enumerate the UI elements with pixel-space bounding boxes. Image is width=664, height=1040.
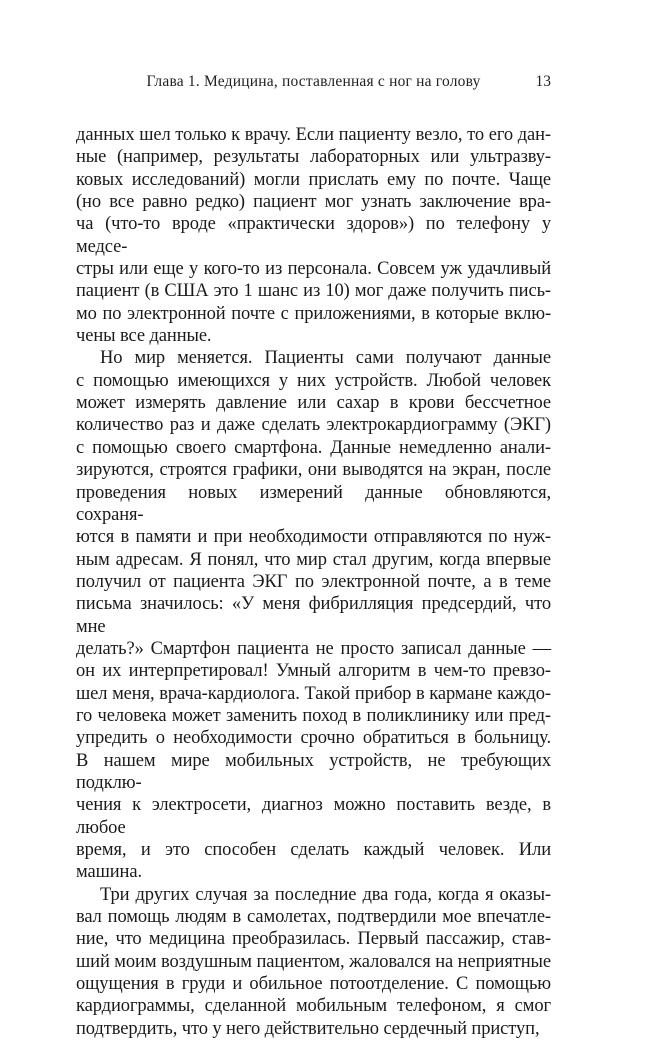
text-line: шел меня, врача-кардиолога. Такой прибор в кармане каждо- <box>76 683 551 704</box>
text-line: может измерять давление или сахар в крови бессчетное <box>76 393 551 414</box>
text-line: вал помощь людям в самолетах, подтвердили мое впечатле- <box>76 907 551 928</box>
text-line: ние, что медицина преобразилась. Первый пассажир, став- <box>76 929 551 950</box>
text-line: данных шел только к врачу. Если пациенту везло, то его дан- <box>76 125 551 145</box>
text-line: время, и это способен сделать каждый человек. Или машина. <box>76 840 551 883</box>
text-line: получил от пациента ЭКГ по электронной почте, а в теме <box>76 571 551 592</box>
page-body <box>76 124 551 1040</box>
text-line: ший моим воздушным пациентом, жаловался на неприятные <box>76 951 551 972</box>
running-head-chapter-title: Глава 1. Медицина, поставленная с ног на голову <box>146 73 481 90</box>
paragraph <box>76 347 551 883</box>
page-number: 13 <box>535 73 551 90</box>
text-line: ные (например, результаты лабораторных или ультразву- <box>76 147 551 168</box>
text-line: чены все данные. <box>76 326 212 347</box>
text-line: Но мир меняется. Пациенты сами получают данные <box>100 348 551 369</box>
text-line: ча (что-то вроде «практически здоров») по телефону у медсе- <box>76 214 551 257</box>
paragraph <box>76 124 551 347</box>
text-line: ным адресам. Я понял, что мир стал другим, когда впервые <box>76 549 551 570</box>
text-line: проведения новых измерений данные обновляются, сохраня- <box>76 482 551 525</box>
text-line: количество раз и даже сделать электрокардиограмму (ЭКГ) <box>76 415 551 436</box>
text-line: с помощью имеющихся у них устройств. Любой человек <box>76 370 551 391</box>
text-line: чения к электросети, диагноз можно поставить везде, в любое <box>76 795 551 838</box>
paragraph <box>76 884 551 1040</box>
text-line: делать?» Смартфон пациента не просто записал данные — <box>76 638 551 659</box>
text-line: письма значилось: «У меня фибрилляция предсердий, что мне <box>76 594 551 637</box>
running-head <box>76 73 551 91</box>
text-line: ковых исследований) могли прислать ему по почте. Чаще <box>76 169 551 190</box>
text-line: ются в памяти и при необходимости отправляются по нуж- <box>76 527 551 548</box>
text-line: стры или еще у кого-то из персонала. Совсем уж удачливый <box>76 259 551 280</box>
text-line: он их интерпретировал! Умный алгоритм в чем-то превзо- <box>76 661 551 682</box>
text-line: В нашем мире мобильных устройств, не требующих подклю- <box>76 750 551 793</box>
text-line: подтвердить, что у него действительно сердечный приступ, <box>76 1018 540 1039</box>
text-line: с помощью своего смартфона. Данные немедленно анали- <box>76 437 551 458</box>
text-line: пациент (в США это 1 шанс из 10) мог даже получить пись- <box>76 281 551 302</box>
text-line: мо по электронной почте с приложениями, в которые вклю- <box>76 303 551 324</box>
text-line: ощущения в груди и обильное потоотделение. С помощью <box>76 974 551 995</box>
text-line: Три других случая за последние два года, когда я оказы- <box>100 884 551 905</box>
text-line: (но все равно редко) пациент мог узнать заключение вра- <box>76 192 551 213</box>
text-line: упредить о необходимости срочно обратиться в больницу. <box>76 728 551 749</box>
text-line: зируются, строятся графики, они выводятся на экран, после <box>76 460 551 481</box>
text-line: кардиограммы, сделанной мобильным телефоном, я смог <box>76 996 551 1017</box>
text-line: го человека может заменить поход в поликлинику или пред- <box>76 705 551 726</box>
